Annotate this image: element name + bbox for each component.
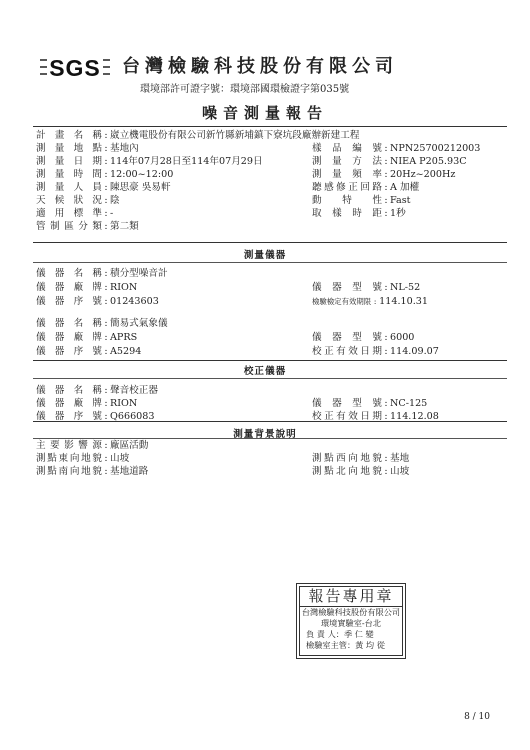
calibrator-maker: 儀 器 廠 牌 : RION — [36, 398, 138, 409]
calibrator-model: 儀 器 型 號 : NC-125 — [312, 398, 428, 409]
instrument-name: 儀 器 名 稱 : 簡易式氣象儀 — [36, 318, 168, 329]
info-row: 管 制 區 分 類 : 第二類 — [36, 221, 139, 232]
instrument-serial: 儀 器 序 號 : A5294 — [36, 346, 142, 357]
info-row: 樣 品 編 號 : NPN25700212003 — [312, 143, 481, 154]
stamp-supervisor: 檢驗室主管：黃 均 從 — [306, 640, 385, 650]
divider — [33, 378, 507, 379]
info-row: 聽感修正回路 : A 加權 — [312, 182, 420, 193]
info-row: 測 量 時 間 : 12:00~12:00 — [36, 169, 174, 180]
stamp-company: 台灣檢驗科技股份有限公司 — [301, 607, 401, 617]
section-calibration: 校正儀器 — [243, 366, 287, 377]
instrument-valid: 檢驗檢定有效期限 : 114.10.31 — [312, 296, 428, 307]
info-row: 測 量 頻 率 : 20Hz~200Hz — [312, 169, 456, 180]
instrument-valid: 校正有效日期 : 114.09.07 — [312, 346, 439, 357]
svg-text:SGS: SGS — [49, 55, 101, 81]
certificate-number: 環境部許可證字號：環境部國環檢證字第035號 — [140, 84, 350, 95]
info-row: 測 量 地 點 : 基地內 — [36, 143, 139, 154]
stamp-responsible: 負 責 人：季 仁 變 — [306, 629, 374, 639]
page-number: 8 / 10 — [464, 712, 490, 722]
section-background: 測量背景說明 — [233, 429, 297, 440]
info-row: 測 量 日 期 : 114年07月28日至114年07月29日 — [36, 156, 263, 167]
divider — [33, 126, 507, 127]
east-landform: 測點東向地貌 : 山坡 — [36, 453, 130, 464]
info-row: 取 樣 時 距 : 1秒 — [312, 208, 406, 219]
section-instruments: 測量儀器 — [243, 250, 287, 261]
info-row: 天 候 狀 況 : 陰 — [36, 195, 120, 206]
calibrator-valid: 校正有效日期 : 114.12.08 — [312, 411, 439, 422]
instrument-serial: 儀 器 序 號 : 01243603 — [36, 296, 159, 307]
west-landform: 測點西向地貌 : 基地 — [312, 453, 410, 464]
instrument-maker: 儀 器 廠 牌 : APRS — [36, 332, 138, 343]
divider — [33, 262, 507, 263]
plan-row: 計 畫 名 稱 : 崴立機電股份有限公司新竹縣新埔鎮下寮坑段廠辦新建工程 — [36, 130, 360, 141]
instrument-name: 儀 器 名 稱 : 積分型噪音計 — [36, 268, 168, 279]
report-stamp — [296, 583, 406, 659]
divider — [33, 438, 507, 439]
sgs-logo — [40, 52, 110, 82]
info-row: 動 特 性 : Fast — [312, 195, 411, 206]
instrument-model: 儀 器 型 號 : 6000 — [312, 332, 415, 343]
divider — [33, 421, 507, 422]
company-name: 台灣檢驗科技股份有限公司 — [122, 56, 398, 77]
calibrator-serial: 儀 器 序 號 : Q666083 — [36, 411, 155, 422]
south-landform: 測點南向地貌 : 基地道路 — [36, 466, 149, 477]
calibrator-name: 儀 器 名 稱 : 聲音校正器 — [36, 385, 158, 396]
info-row: 測 量 方 法 : NIEA P205.93C — [312, 156, 467, 167]
stamp-lab: 環境實驗室-台北 — [320, 618, 382, 628]
info-row: 測 量 人 員 : 陳思豪 吳易軒 — [36, 182, 171, 193]
instrument-maker: 儀 器 廠 牌 : RION — [36, 282, 138, 293]
main-source: 主 要 影 響 源 : 廠區活動 — [36, 440, 149, 451]
stamp-title: 報告專用章 — [300, 587, 402, 607]
info-row: 適 用 標 準 : - — [36, 208, 114, 219]
report-title: 噪音測量報告 — [201, 104, 328, 122]
divider — [33, 242, 507, 243]
north-landform: 測點北向地貌 : 山坡 — [312, 466, 410, 477]
instrument-model: 儀 器 型 號 : NL-52 — [312, 282, 421, 293]
divider — [33, 360, 507, 361]
